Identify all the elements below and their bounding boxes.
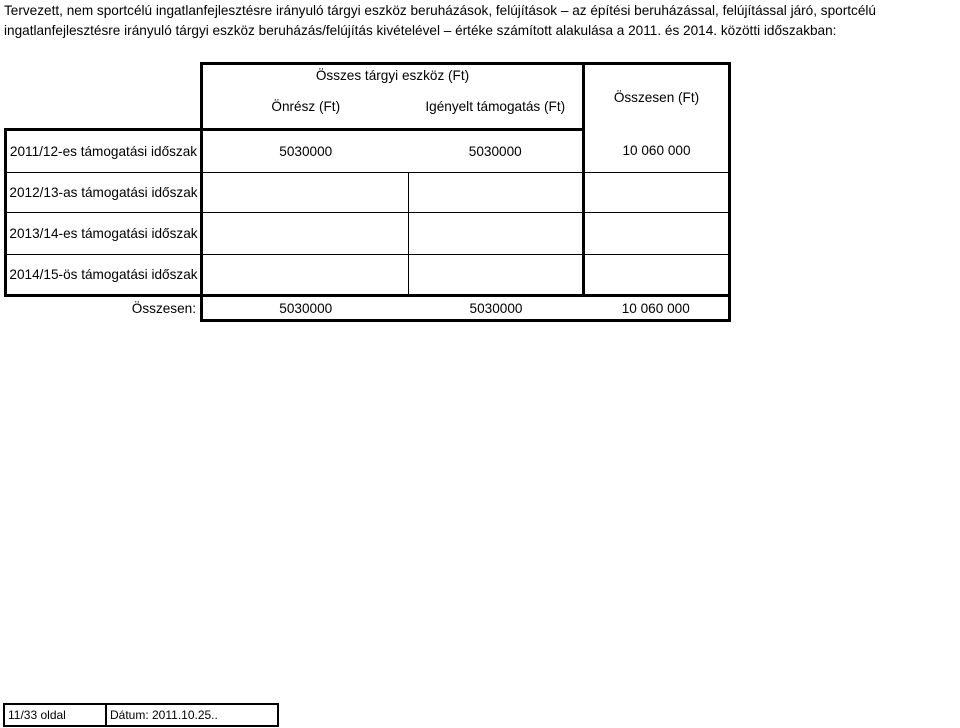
row-osszesen xyxy=(584,173,730,213)
page-footer xyxy=(3,703,279,727)
document-date: Dátum: 2011.10.25.. xyxy=(106,704,278,726)
table-row xyxy=(6,255,730,296)
row-osszesen xyxy=(584,255,730,296)
row-onresz xyxy=(202,255,409,296)
row-label: 2013/14-es támogatási időszak xyxy=(6,213,202,255)
row-igenyelt xyxy=(409,173,584,213)
table-row xyxy=(6,173,730,213)
page-number: 11/33 oldal xyxy=(4,704,106,726)
group-header: Összes tárgyi eszköz (Ft) xyxy=(202,64,584,86)
row-label: 2012/13-as támogatási időszak xyxy=(6,173,202,213)
row-osszesen xyxy=(584,213,730,255)
row-onresz: 5030000 xyxy=(202,130,409,173)
heading-line-1: Tervezett, nem sportcélú ingatlanfejlesztésre irányuló tárgyi eszköz beruházások, felújítások – az építési beruházással, felújítással járó, sportcélú xyxy=(4,3,876,18)
document-heading xyxy=(4,1,958,41)
total-osszesen: 10 060 000 xyxy=(584,296,730,321)
header-osszesen: Összesen (Ft) xyxy=(584,64,730,130)
row-igenyelt: 5030000 xyxy=(409,130,584,173)
row-onresz xyxy=(202,173,409,213)
row-igenyelt xyxy=(409,213,584,255)
row-label: 2011/12-es támogatási időszak xyxy=(6,130,202,173)
total-row xyxy=(6,296,730,321)
row-label: 2014/15-ös támogatási időszak xyxy=(6,255,202,296)
total-label: Összesen: xyxy=(131,301,196,317)
total-onresz: 5030000 xyxy=(202,296,409,321)
total-igenyelt: 5030000 xyxy=(409,296,584,321)
heading-line-2: ingatlanfejlesztésre irányuló tárgyi eszköz beruházás/felújítás kivételével – értéke számított alakulása a 2011. és 2014. közötti időszakban: xyxy=(4,23,837,38)
row-igenyelt xyxy=(409,255,584,296)
asset-value-table xyxy=(4,62,731,322)
header-igenyelt xyxy=(409,86,584,130)
header-onresz: Önrész (Ft) xyxy=(202,86,409,130)
table-row xyxy=(6,130,730,173)
table-row xyxy=(6,213,730,255)
row-onresz xyxy=(202,213,409,255)
header-igenyelt-label: Igényelt támogatás (Ft) xyxy=(425,99,566,115)
row-osszesen: 10 060 000 xyxy=(584,130,730,173)
